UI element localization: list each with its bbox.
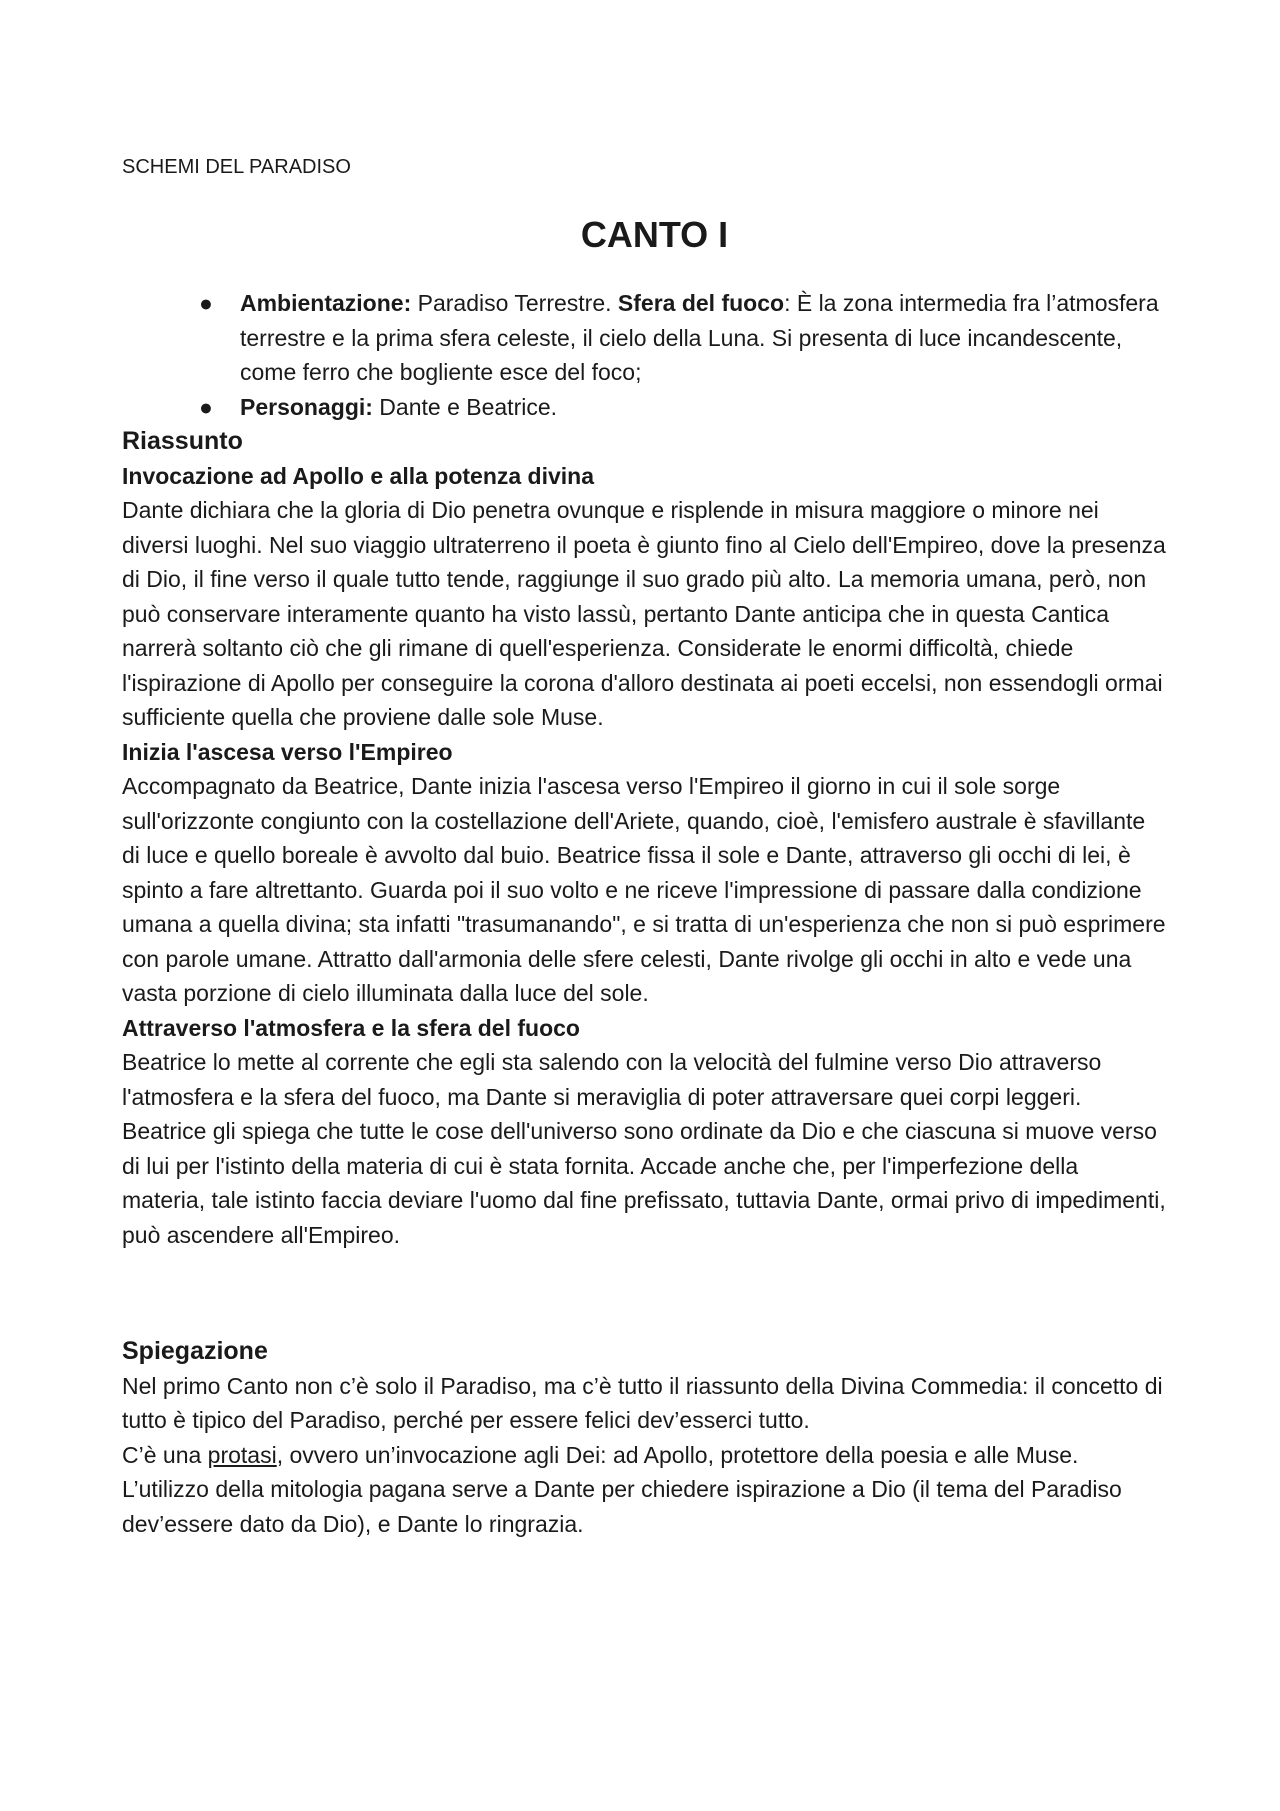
list-item-ambientazione (199, 286, 1167, 390)
bullet-icon: ● (199, 393, 213, 420)
section-text-invocazione: Dante dichiara che la gloria di Dio penetra ovunque e risplende in misura maggiore o minore nei diversi luoghi. Nel suo viaggio ultraterreno il poeta è giunto fino al Cielo dell'Empireo, dove la presenza di Dio, il fine verso il quale tutto tende, raggiunge il suo grado più alto. La memoria umana, però, non può conservare interamente quanto ha visto lassù, pertanto Dante anticipa che in questa Cantica narrerà soltanto ciò che gli rimane di quell'esperienza. Considerate le enormi difficoltà, chiede l'ispirazione di Apollo per conseguire la corona d'alloro destinata ai poeti eccelsi, non essendogli ormai sufficiente quella che proviene dalle sole Muse. (122, 497, 1166, 730)
spiegazione-paragraph-2 (122, 1438, 1167, 1542)
section-text-atmosfera: Beatrice lo mette al corrente che egli sta salendo con la velocità del fulmine verso Dio attraverso l'atmosfera e la sfera del fuoco, ma Dante si meraviglia di poter attraversare quei corpi leggeri. Beatrice gli spiega che tutte le cose dell'universo sono ordinate da Dio e che ciascuna si muove verso di lui per l'istinto della materia di cui è stata fornita. Accade anche che, per l'imperfezione della materia, tale istinto faccia deviare l'uomo dal fine prefissato, tuttavia Dante, ormai privo di impedimenti, può ascendere all'Empireo. (122, 1049, 1166, 1248)
personaggi-text: Dante e Beatrice. (372, 393, 558, 420)
info-list (122, 286, 1167, 424)
section-subtitle-atmosfera: Attraverso l'atmosfera e la sfera del fuoco (122, 1014, 580, 1041)
section-subtitle-ascesa: Inizia l'ascesa verso l'Empireo (122, 738, 453, 765)
spacer (122, 1252, 1167, 1334)
spiegazione-paragraph-1: Nel primo Canto non c’è solo il Paradiso, ma c’è tutto il riassunto della Divina Commedia: il concetto di tutto è tipico del Paradiso, perché per essere felici dev’esserci tutto. (122, 1372, 1163, 1433)
section-subtitle-invocazione: Invocazione ad Apollo e alla potenza divina (122, 462, 595, 489)
riassunto-title: Riassunto (122, 427, 243, 455)
list-item-personaggi (199, 390, 1167, 425)
protasi-term: protasi (207, 1441, 277, 1468)
section-text-ascesa: Accompagnato da Beatrice, Dante inizia l'ascesa verso l'Empireo il giorno in cui il sole sorge sull'orizzonte congiunto con la costellazione dell'Ariete, quando, cioè, l'emisfero australe è sfavillante di luce e quello boreale è avvolto dal buio. Beatrice fissa il sole e Dante, attraverso gli occhi di lei, è spinto a fare altrettanto. Guarda poi il suo volto e ne riceve l'impressione di passare dalla condizione umana a quella divina; sta infatti "trasumanando", e si tratta di un'esperienza che non si può esprimere con parole umane. Attratto dall'armonia delle sfere celesti, Dante rivolge gli occhi in alto e vede una vasta porzione di cielo illuminata dalla luce del sole. (122, 773, 1166, 1006)
ambientazione-text: Paradiso Terrestre. (411, 290, 618, 316)
protasi-suffix: , ovvero un’invocazione agli Dei: ad Apollo, protettore della poesia e alle Muse. L’utilizzo della mitologia pagana serve a Dante per chiedere ispirazione a Dio (il tema del Paradiso dev’essere dato da Dio), e Dante lo ringrazia. (122, 1441, 1122, 1537)
sfera-text: : È la zona intermedia fra l’atmosfera terrestre e la prima sfera celeste, il cielo della Luna. Si presenta di luce incandescente, come ferro che bogliente esce del foco; (240, 290, 1159, 385)
document-page (122, 152, 1167, 1541)
sfera-label: Sfera del fuoco (617, 290, 785, 316)
personaggi-label: Personaggi: (240, 393, 373, 420)
protasi-prefix: C’è una (122, 1441, 208, 1468)
ambientazione-label: Ambientazione: (240, 290, 412, 316)
spiegazione-title: Spiegazione (122, 1337, 268, 1365)
canto-title: CANTO I (580, 214, 729, 255)
bullet-icon: ● (199, 290, 213, 316)
document-header: SCHEMI DEL PARADISO (122, 156, 351, 178)
